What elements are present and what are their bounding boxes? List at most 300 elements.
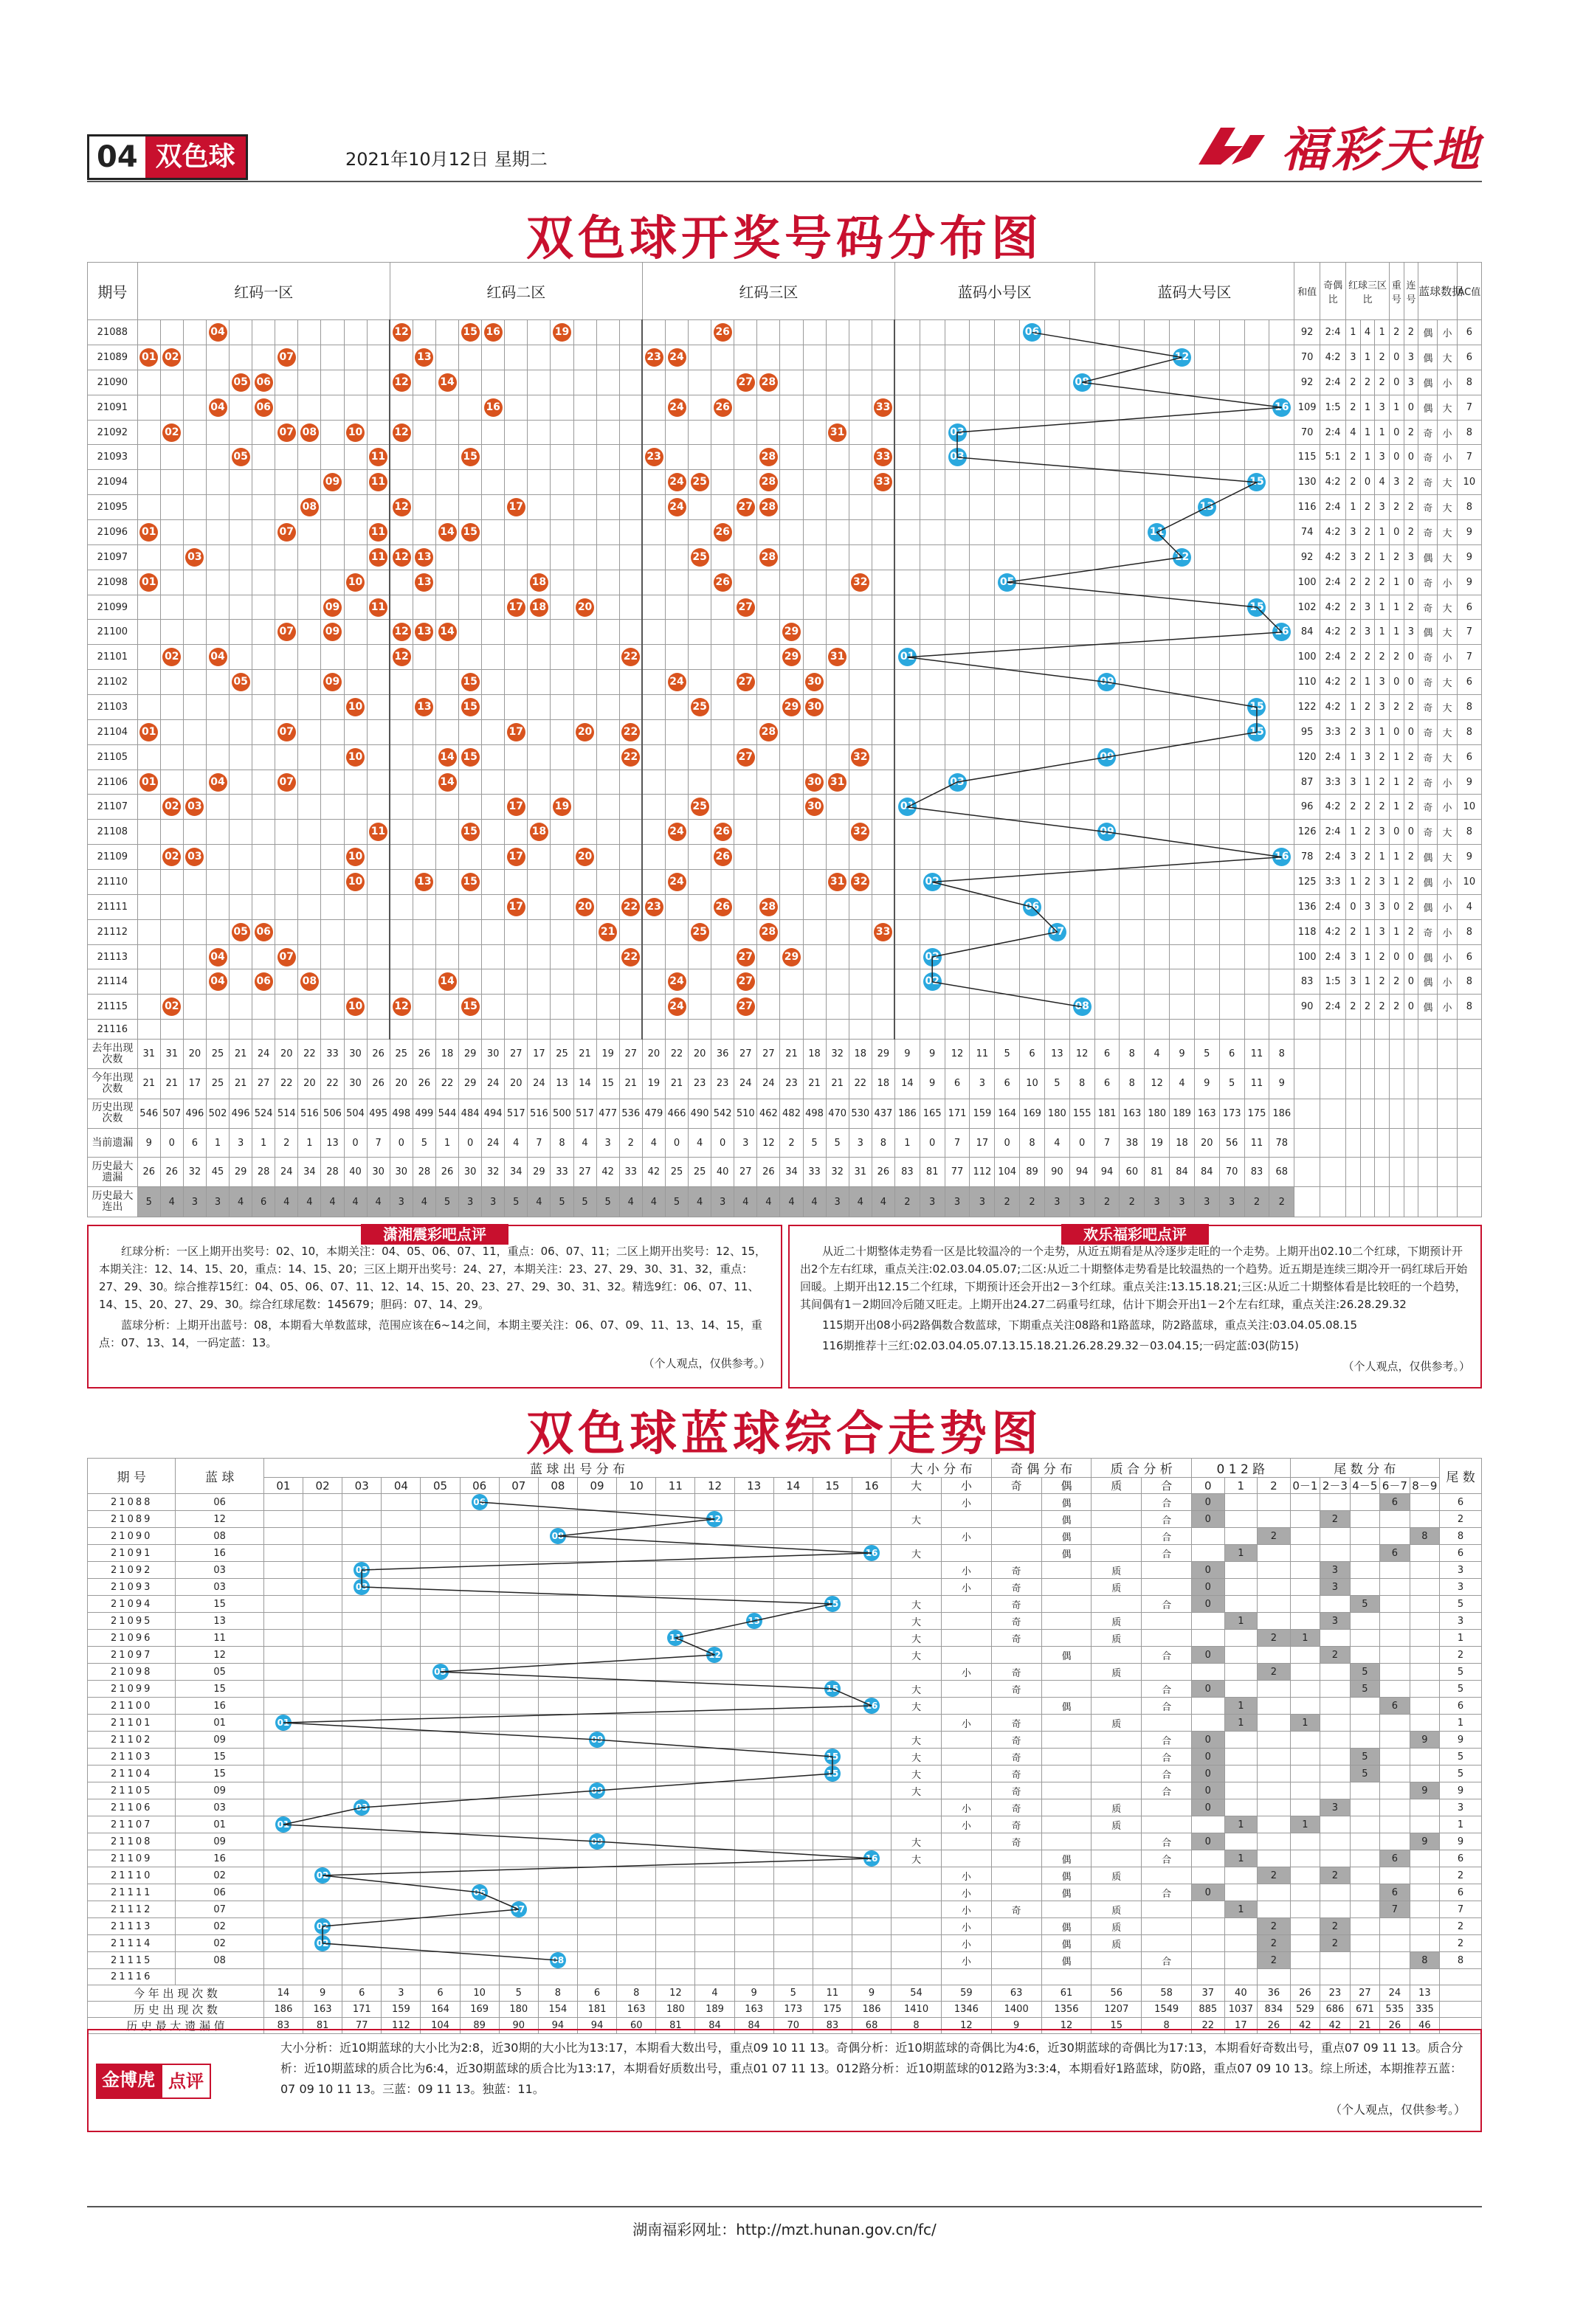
- tail-cell: 6: [1380, 1884, 1410, 1901]
- red-cell: [803, 1020, 826, 1040]
- dist-cell: [303, 1749, 342, 1766]
- red-cell: [689, 320, 711, 345]
- odd-even-cell: 2:4: [1320, 570, 1346, 595]
- red-cell: [803, 995, 826, 1020]
- stat-empty-cell: [1438, 1099, 1457, 1128]
- section-name: 双色球: [145, 136, 246, 178]
- red-cell: [367, 595, 390, 620]
- blue-cell: [1020, 370, 1045, 395]
- red-cell: [252, 520, 275, 545]
- red-cell: [459, 620, 482, 645]
- red-cell: [642, 969, 665, 995]
- dist-cell: [695, 1935, 734, 1952]
- road-cell: [1258, 1969, 1291, 1985]
- blue-cell: [1219, 944, 1244, 969]
- red-ball: 20: [576, 848, 594, 866]
- blue-number-cell: 06: [176, 1494, 263, 1511]
- red-cell: [826, 620, 849, 645]
- zone-cell: 3: [1346, 544, 1361, 570]
- zone-cell: 1: [1360, 445, 1375, 470]
- chart1-row: [88, 645, 1482, 670]
- category-cell: 奇: [991, 1630, 1041, 1647]
- stat-red-cell: 20: [505, 1069, 528, 1099]
- red-ball: 33: [874, 398, 892, 417]
- category-cell: 偶: [1041, 1511, 1092, 1528]
- red-cell: [711, 370, 734, 395]
- red-cell: [482, 719, 505, 744]
- zone-cell: 1: [1360, 420, 1375, 445]
- red-cell: [711, 1020, 734, 1040]
- stat-cell: 112: [382, 2017, 421, 2033]
- stat-cell: 15: [1092, 2017, 1142, 2033]
- red-ball: 32: [851, 748, 869, 767]
- red-cell: [826, 820, 849, 845]
- sum-cell: 92: [1294, 320, 1320, 345]
- stat-red-cell: 462: [757, 1099, 780, 1128]
- red-cell: [528, 944, 551, 969]
- red-cell: [252, 395, 275, 420]
- blue-cell: [1069, 894, 1094, 919]
- dist-cell: [421, 1528, 460, 1545]
- red-cell: [137, 894, 160, 919]
- dist-cell: [695, 1698, 734, 1715]
- blue-cell: [995, 470, 1020, 495]
- ac-cell: 10: [1457, 870, 1481, 895]
- period-cell: 21090: [88, 1528, 176, 1545]
- dist-cell: [578, 1884, 617, 1901]
- red-cell: [183, 320, 206, 345]
- dist-cell: [773, 1884, 813, 1901]
- blue-cell: [1120, 420, 1145, 445]
- blue-cell: [1020, 470, 1045, 495]
- category-cell: [892, 1867, 942, 1884]
- category-cell: [1142, 1918, 1192, 1935]
- red-cell: [206, 645, 229, 670]
- red-cell: [689, 620, 711, 645]
- red-cell: [390, 944, 413, 969]
- blue-cell: [1094, 544, 1120, 570]
- red-cell: [367, 770, 390, 795]
- red-cell: [665, 894, 688, 919]
- red-cell: [665, 520, 688, 545]
- blue-cell: [1044, 995, 1069, 1020]
- chart2-row: [88, 1901, 1482, 1918]
- stat-blue-cell: 9: [920, 1069, 945, 1099]
- category-cell: 合: [1142, 1952, 1192, 1969]
- blue-cell: [1170, 695, 1195, 720]
- blue-cell: [995, 544, 1020, 570]
- blue-cell: [1269, 620, 1294, 645]
- blue-cell: [1094, 795, 1120, 820]
- red-cell: [482, 395, 505, 420]
- size-cell: 小: [1438, 420, 1457, 445]
- blue-cell: [1044, 1020, 1069, 1040]
- red-cell: [689, 445, 711, 470]
- blue-cell: [995, 420, 1020, 445]
- road-cell: 1: [1224, 1850, 1258, 1867]
- stat-red-cell: 495: [367, 1099, 390, 1128]
- blue-cell: [1244, 370, 1269, 395]
- red-cell: [206, 470, 229, 495]
- dist-cell: [852, 1766, 891, 1782]
- dist-cell: [734, 1579, 773, 1596]
- red-cell: [689, 595, 711, 620]
- stat-blue-cell: 6: [995, 1069, 1020, 1099]
- zone-cell: 4: [1360, 320, 1375, 345]
- road-cell: [1192, 1630, 1225, 1647]
- chart1-row: [88, 320, 1482, 345]
- consecutive-cell: 0: [1404, 645, 1418, 670]
- ac-cell: 7: [1457, 395, 1481, 420]
- red-cell: [528, 995, 551, 1020]
- dist-cell: [852, 1613, 891, 1630]
- chart2-row: [88, 1545, 1482, 1562]
- red-cell: [619, 620, 642, 645]
- stat-red-cell: 18: [872, 1069, 894, 1099]
- blue-cell: [1269, 670, 1294, 695]
- header-rule: [87, 181, 1482, 182]
- tail-value-cell: 1: [1440, 1715, 1482, 1732]
- stat-cell: 17: [1224, 2017, 1258, 2033]
- dist-cell: [813, 1664, 852, 1681]
- red-cell: [206, 719, 229, 744]
- chart2-row: [88, 1562, 1482, 1579]
- red-cell: [183, 795, 206, 820]
- dist-cell: [813, 1681, 852, 1698]
- red-cell: [321, 744, 344, 770]
- stat-blue-cell: 90: [1044, 1158, 1069, 1187]
- red-cell: [344, 470, 367, 495]
- red-cell: [573, 894, 596, 919]
- red-cell: [872, 645, 894, 670]
- stat-red-cell: 3: [826, 1187, 849, 1217]
- dist-cell: [263, 1749, 303, 1766]
- ac-cell: [1457, 1020, 1481, 1040]
- stat-red-cell: 24: [734, 1069, 757, 1099]
- blue-cell: [1120, 845, 1145, 870]
- parity-cell: 奇: [1418, 595, 1438, 620]
- blue-cell: [970, 470, 995, 495]
- red-ball: 10: [346, 573, 365, 592]
- period-cell: 21105: [88, 744, 138, 770]
- category-cell: [1041, 1782, 1092, 1799]
- red-cell: [230, 795, 252, 820]
- red-cell: [390, 395, 413, 420]
- blue-cell: [1219, 795, 1244, 820]
- red-cell: [780, 969, 803, 995]
- ac-cell: 6: [1457, 670, 1481, 695]
- blue-cell: [995, 820, 1020, 845]
- red-cell: [230, 995, 252, 1020]
- red-cell: [459, 770, 482, 795]
- dist-cell: [263, 1732, 303, 1749]
- dist-cell: [656, 1901, 695, 1918]
- red-cell: [849, 595, 872, 620]
- stat-blue-cell: 175: [1244, 1099, 1269, 1128]
- dist-cell: [342, 1884, 382, 1901]
- red-cell: [298, 620, 321, 645]
- stat-red-cell: 1: [252, 1129, 275, 1158]
- red-ball: 10: [346, 748, 365, 767]
- red-cell: [206, 770, 229, 795]
- dist-cell: [382, 1918, 421, 1935]
- red-cell: [459, 919, 482, 944]
- red-cell: [230, 595, 252, 620]
- stat-empty-cell: [1375, 1039, 1390, 1068]
- category-cell: [892, 1562, 942, 1579]
- red-cell: [482, 645, 505, 670]
- zone-cell: 3: [1375, 894, 1390, 919]
- red-cell: [803, 845, 826, 870]
- red-cell: [551, 520, 573, 545]
- stat-cell: 104: [421, 2017, 460, 2033]
- red-cell: [642, 445, 665, 470]
- dist-cell: [303, 1833, 342, 1850]
- red-cell: [206, 595, 229, 620]
- chart2-row: [88, 1749, 1482, 1766]
- red-cell: [482, 370, 505, 395]
- stat-red-cell: 470: [826, 1099, 849, 1128]
- blue-ball: 02: [314, 1867, 331, 1884]
- blue-cell: [1094, 870, 1120, 895]
- stat-empty-cell: [1457, 1158, 1481, 1187]
- red-cell: [642, 570, 665, 595]
- odd-even-cell: 1:5: [1320, 395, 1346, 420]
- red-cell: [160, 719, 183, 744]
- red-cell: [734, 894, 757, 919]
- period-cell: 21097: [88, 544, 138, 570]
- tail-cell: [1350, 1528, 1379, 1545]
- stat-red-cell: 22: [298, 1039, 321, 1068]
- stat-cell: 59: [941, 1985, 991, 2001]
- stat-empty-cell: [1418, 1129, 1438, 1158]
- stat-red-cell: 510: [734, 1099, 757, 1128]
- red-cell: [849, 645, 872, 670]
- blue-cell: [970, 770, 995, 795]
- blue-number-cell: 15: [176, 1766, 263, 1782]
- blue-cell: [970, 1020, 995, 1040]
- chart1-stat-row: [88, 1039, 1482, 1068]
- red-cell: [413, 520, 435, 545]
- tail-cell: [1380, 1782, 1410, 1799]
- dist-cell: [773, 1732, 813, 1749]
- period-cell: 21096: [88, 520, 138, 545]
- stat-blue-cell: 60: [1120, 1158, 1145, 1187]
- ac-cell: 9: [1457, 520, 1481, 545]
- chart1-row: [88, 345, 1482, 370]
- dist-cell: [460, 1613, 499, 1630]
- red-cell: [137, 820, 160, 845]
- dist-cell: [421, 1884, 460, 1901]
- red-cell: [711, 495, 734, 520]
- stat-red-cell: 3: [734, 1129, 757, 1158]
- tail-value-cell: 2: [1440, 1511, 1482, 1528]
- sum-cell: 100: [1294, 570, 1320, 595]
- stat-cell: 1207: [1092, 2001, 1142, 2017]
- repeat-cell: 1: [1389, 870, 1404, 895]
- period-cell: 21116: [88, 1020, 138, 1040]
- red-cell: [551, 645, 573, 670]
- dist-cell: [773, 1647, 813, 1664]
- red-cell: [619, 770, 642, 795]
- zone-cell: 2: [1346, 620, 1361, 645]
- category-cell: [1092, 1681, 1142, 1698]
- chart2-sub-header: 偶: [1041, 1478, 1092, 1494]
- stat-red-cell: 498: [390, 1099, 413, 1128]
- red-cell: [321, 645, 344, 670]
- dist-cell: [617, 1766, 656, 1782]
- red-cell: [344, 695, 367, 720]
- red-cell: [459, 719, 482, 744]
- blue-ball: 16: [1272, 398, 1291, 417]
- comment-left-tag: 潇湘震彩吧点评: [361, 1224, 508, 1245]
- dist-cell: [263, 1715, 303, 1732]
- category-cell: [941, 1681, 991, 1698]
- stat-red-cell: 31: [137, 1039, 160, 1068]
- red-cell: [321, 520, 344, 545]
- tail-cell: [1410, 1511, 1440, 1528]
- red-ball: 28: [759, 473, 778, 491]
- blue-cell: [1219, 744, 1244, 770]
- red-cell: [183, 520, 206, 545]
- red-cell: [505, 320, 528, 345]
- blue-cell: [995, 969, 1020, 995]
- red-cell: [390, 845, 413, 870]
- red-cell: [344, 969, 367, 995]
- blue-number-cell: 09: [176, 1782, 263, 1799]
- red-cell: [160, 544, 183, 570]
- blue-cell: [970, 969, 995, 995]
- blue-cell: [920, 420, 945, 445]
- chart1-stat-row: [88, 1099, 1482, 1128]
- stat-cell: 1356: [1041, 2001, 1092, 2017]
- dist-cell: [421, 1782, 460, 1799]
- road-cell: [1258, 1850, 1291, 1867]
- stat-cell: 12: [1041, 2017, 1092, 2033]
- category-cell: 奇: [991, 1562, 1041, 1579]
- dist-cell: [734, 1698, 773, 1715]
- red-cell: [734, 719, 757, 744]
- red-cell: [298, 420, 321, 445]
- dist-cell: [421, 1799, 460, 1816]
- stat-red-cell: 29: [459, 1069, 482, 1099]
- chart2-sub-header: 09: [578, 1478, 617, 1494]
- repeat-cell: 2: [1389, 969, 1404, 995]
- odd-even-cell: 5:1: [1320, 445, 1346, 470]
- red-cell: [551, 544, 573, 570]
- red-cell: [367, 845, 390, 870]
- dist-cell: [813, 1698, 852, 1715]
- blue-ball: 09: [1097, 748, 1116, 767]
- stat-red-cell: 23: [780, 1069, 803, 1099]
- blue-cell: [1269, 795, 1294, 820]
- dist-cell: [460, 1969, 499, 1985]
- category-cell: [991, 1528, 1041, 1545]
- zone-cell: 0: [1360, 470, 1375, 495]
- red-cell: [344, 370, 367, 395]
- red-cell: [459, 645, 482, 670]
- dist-cell: [617, 1579, 656, 1596]
- tail-cell: [1320, 1596, 1350, 1613]
- blue-ball: 03: [948, 423, 967, 442]
- size-cell: 大: [1438, 395, 1457, 420]
- stat-cell: 189: [695, 2001, 734, 2017]
- dist-cell: [538, 1969, 577, 1985]
- tail-value-cell: 8: [1440, 1952, 1482, 1969]
- dist-cell: [263, 1799, 303, 1816]
- size-cell: 大: [1438, 670, 1457, 695]
- blue-ball: 15: [1247, 698, 1266, 716]
- red-cell: [551, 969, 573, 995]
- consecutive-cell: 2: [1404, 695, 1418, 720]
- red-cell: [573, 995, 596, 1020]
- blue-cell: [1020, 1020, 1045, 1040]
- repeat-cell: 0: [1389, 944, 1404, 969]
- blue-cell: [1170, 795, 1195, 820]
- blue-cell: [894, 595, 920, 620]
- tail-value-cell: 3: [1440, 1613, 1482, 1630]
- blue-cell: [1020, 320, 1045, 345]
- category-cell: [1092, 1952, 1142, 1969]
- red-cell: [206, 445, 229, 470]
- road-cell: [1192, 1935, 1225, 1952]
- red-cell: [482, 919, 505, 944]
- dist-cell: [773, 1969, 813, 1985]
- red-cell: [689, 395, 711, 420]
- red-ball: 14: [438, 373, 457, 392]
- dist-cell: [656, 1732, 695, 1749]
- stat-red-cell: 42: [642, 1158, 665, 1187]
- blue-cell: [1145, 845, 1170, 870]
- red-cell: [711, 570, 734, 595]
- red-cell: [849, 944, 872, 969]
- road-cell: 1: [1224, 1545, 1258, 1562]
- blue-cell: [1145, 1020, 1170, 1040]
- red-cell: [413, 320, 435, 345]
- tail-cell: [1380, 1918, 1410, 1935]
- size-cell: 大: [1438, 595, 1457, 620]
- red-cell: [252, 320, 275, 345]
- red-cell: [298, 370, 321, 395]
- stat-cell: 23: [1320, 1985, 1350, 2001]
- blue-ball: 02: [923, 972, 942, 991]
- red-cell: [711, 719, 734, 744]
- size-cell: 大: [1438, 719, 1457, 744]
- red-cell: [505, 719, 528, 744]
- red-cell: [390, 744, 413, 770]
- ac-cell: 4: [1457, 894, 1481, 919]
- chart2-sub-header: 10: [617, 1478, 656, 1494]
- red-ball: 28: [759, 373, 778, 392]
- size-cell: 大: [1438, 345, 1457, 370]
- blue-cell: [1120, 395, 1145, 420]
- stat-blue-cell: 12: [1069, 1039, 1094, 1068]
- stat-red-cell: 4: [642, 1187, 665, 1217]
- blue-cell: [945, 620, 970, 645]
- stat-red-cell: 32: [183, 1158, 206, 1187]
- odd-even-cell: 4:2: [1320, 795, 1346, 820]
- red-cell: [757, 395, 780, 420]
- blue-cell: [1120, 695, 1145, 720]
- blue-ball: 16: [1272, 623, 1291, 641]
- red-cell: [711, 520, 734, 545]
- dist-cell: [813, 1579, 852, 1596]
- tail-cell: [1380, 1613, 1410, 1630]
- stat-empty-cell: [1418, 1039, 1438, 1068]
- odd-even-cell: 3:3: [1320, 770, 1346, 795]
- category-cell: [1041, 1579, 1092, 1596]
- dist-cell: [773, 1562, 813, 1579]
